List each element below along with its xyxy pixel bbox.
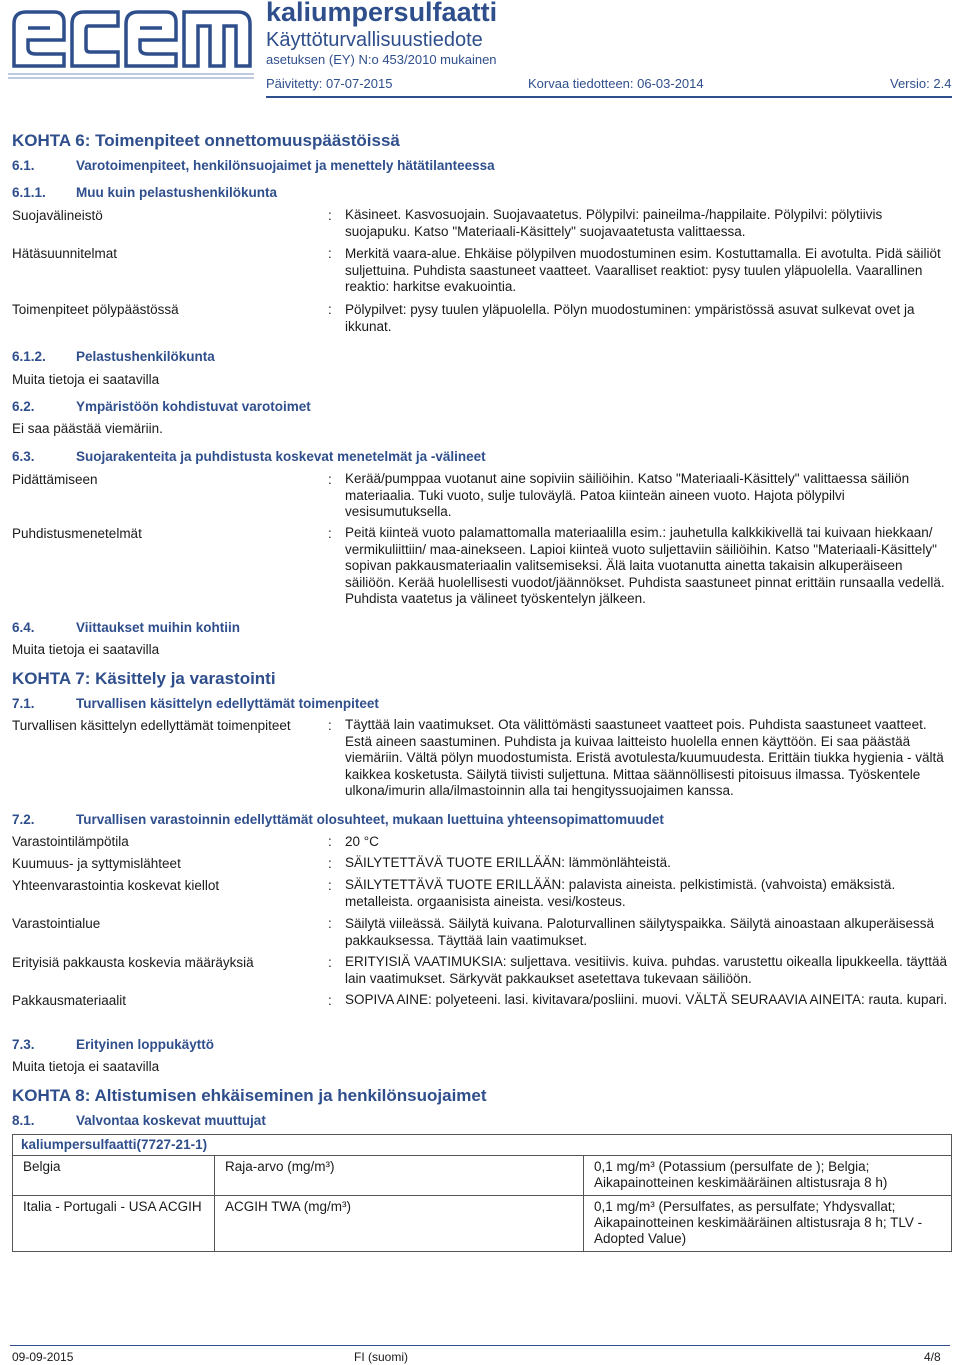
heading-text: Valvontaa koskevat muuttujat — [76, 1113, 266, 1128]
row-value: Peitä kiinteä vuoto palamattomalla materiaalilla esim.: jauhetulla kalkkikivellä tai kuivaan hiekkaan/ vermikuliittiin/ maa-ainekseen. Lapioi kiinteä vuoto suljettaviin säiliöihin. Katso "Materiaali-Käsittely" sopivan pakkausmateriaalin valitsemiseksi. Älä laita vuotanutta ainetta takaisin alkuperäiseen säiliöön. Kerää huolellisesti vuodot/jäännökset. Puhdista saastuneet pinnat erittäin runsaalla vedellä. Puhdista vaatetus ja välineet työskentelyn jälkeen. — [345, 525, 945, 606]
row-label: Varastointialue — [12, 916, 101, 931]
footer-date: 09-09-2015 — [12, 1350, 74, 1364]
section-text: Muita tietoja ei saatavilla — [12, 372, 160, 387]
row-value: Kerää/pumppaa vuotanut aine sopiviin säiliöihin. Katso "Materiaali-Käsittely" valittaessa säiliön materiaalia. Tuki vuoto, sulje tuloväylä. Patoa kiinteän aineen vuoto. Hajota pölypilvi vesisumutuksella. — [345, 471, 910, 519]
colon: : — [328, 878, 332, 893]
heading-7-2 — [12, 812, 664, 828]
row-label: Kuumuus- ja syttymislähteet — [12, 856, 181, 871]
section-8-title: KOHTA 8: Altistumisen ehkäiseminen ja henkilönsuojaimet — [12, 1086, 487, 1105]
country-cell: Belgia — [13, 1156, 215, 1196]
footer-language: FI (suomi) — [354, 1350, 408, 1364]
row-value: SÄILYTETTÄVÄ TUOTE ERILLÄÄN: lämmönlähteistä. — [345, 855, 671, 870]
table-header-row — [13, 1135, 952, 1156]
row-value: Pölypilvet: pysy tuulen yläpuolella. Pölyn muodostuminen: ympäristössä asuvat sulkevat ovet ja ikkunat. — [345, 302, 915, 334]
ecem-logo — [6, 4, 256, 84]
heading-6-1-2 — [12, 349, 215, 365]
heading-text: Turvallisen käsittelyn edellyttämät toimenpiteet — [76, 696, 379, 711]
heading-text: Viittaukset muihin kohtiin — [76, 620, 241, 635]
row-label: Erityisiä pakkausta koskevia määräyksiä — [12, 955, 254, 970]
heading-text: Ympäristöön kohdistuvat varotoimet — [76, 399, 311, 414]
heading-text: Turvallisen varastoinnin edellyttämät olosuhteet, mukaan luettuina yhteensopimattomuudet — [76, 812, 664, 827]
heading-number: 8.1. — [12, 1113, 35, 1128]
table-row — [13, 1196, 952, 1252]
heading-6-3 — [12, 449, 486, 465]
heading-number: 6.1.2. — [12, 349, 46, 364]
row-value: ERITYISIÄ VAATIMUKSIA: suljettava. vesitiivis. kuiva. puhdas. varustettu oikealla lipukkeella. täyttää lain vaatimukset. Särkyvät pakkaukset asetettava tukevaan säiliöön. — [345, 954, 948, 986]
heading-text: Pelastushenkilökunta — [76, 349, 215, 364]
colon: : — [328, 718, 332, 733]
section-text: Muita tietoja ei saatavilla — [12, 642, 160, 657]
row-label: Varastointilämpötila — [12, 834, 129, 849]
updated-date: Päivitetty: 07-07-2015 — [266, 76, 393, 91]
replaces-date: Korvaa tiedotteen: 06-03-2014 — [528, 76, 704, 91]
row-label: Pakkausmateriaalit — [12, 993, 127, 1008]
header-divider — [266, 96, 952, 98]
colon: : — [328, 472, 332, 487]
section-text: Muita tietoja ei saatavilla — [12, 1059, 160, 1074]
version-label: Versio: 2.4 — [890, 76, 952, 91]
heading-number: 7.1. — [12, 696, 35, 711]
heading-text: Suojarakenteita ja puhdistusta koskevat menetelmät ja -välineet — [76, 449, 486, 464]
row-label: Puhdistusmenetelmät — [12, 526, 142, 541]
heading-number: 7.2. — [12, 812, 35, 827]
colon: : — [328, 856, 332, 871]
section-text: Ei saa päästää viemäriin. — [12, 421, 163, 436]
heading-number: 6.3. — [12, 449, 35, 464]
row-value: Säilytä viileässä. Säilytä kuivana. Paloturvallinen säilytyspaikka. Säilytä ainoastaan alkuperäisessä pakkauksessa. Täyttää lain vaatimukset. — [345, 916, 935, 948]
heading-number: 6.2. — [12, 399, 35, 414]
document-subtitle: Käyttöturvallisuustiedote — [266, 29, 483, 51]
colon: : — [328, 993, 332, 1008]
row-label: Yhteenvarastointia koskevat kiellot — [12, 878, 220, 893]
heading-number: 7.3. — [12, 1037, 35, 1052]
row-label: Turvallisen käsittelyn edellyttämät toimenpiteet — [12, 718, 291, 733]
row-label: Pidättämiseen — [12, 472, 98, 487]
heading-number: 6.1. — [12, 158, 35, 173]
heading-6-4 — [12, 620, 240, 636]
colon: : — [328, 916, 332, 931]
regulation-text: asetuksen (EY) N:o 453/2010 mukainen — [266, 52, 497, 67]
colon: : — [328, 246, 332, 261]
row-value: Merkitä vaara-alue. Ehkäise pölypilven muodostuminen esim. Kostuttamalla. Ei avotulta. Pidä säiliöt suljettuina. Puhdista saastuneet vaatteet. Vaaralliset reaktiot: pysy tuulen yläpuolella. Vaarallinen reaktio: harkitse evakuointia. — [345, 246, 941, 294]
heading-number: 6.1.1. — [12, 185, 46, 200]
heading-8-1 — [12, 1113, 266, 1129]
heading-text: Muu kuin pelastushenkilökunta — [76, 185, 278, 200]
heading-6-1 — [12, 158, 495, 174]
colon: : — [328, 834, 332, 849]
product-title: kaliumpersulfaatti — [266, 0, 498, 27]
section-6-title: KOHTA 6: Toimenpiteet onnettomuuspäästöissä — [12, 131, 400, 150]
country-cell: Italia - Portugali - USA ACGIH — [13, 1196, 215, 1252]
exposure-limits-table — [12, 1134, 952, 1252]
colon: : — [328, 955, 332, 970]
limit-type-cell: ACGIH TWA (mg/m³) — [215, 1196, 584, 1252]
heading-number: 6.4. — [12, 620, 35, 635]
heading-6-1-1 — [12, 185, 277, 201]
row-label: Toimenpiteet pölypäästössä — [12, 302, 179, 317]
row-value: SÄILYTETTÄVÄ TUOTE ERILLÄÄN: palavista aineista. pelkistimistä. (vahvoista) emäksistä. metalleista. orgaanisista aineista. vesi/kosteus. — [345, 877, 896, 909]
limit-value-cell: 0,1 mg/m³ (Persulfates, as persulfate; Yhdysvallat; Aikapainotteinen keskimääräinen altistusraja 8 h; TLV - Adopted Value) — [584, 1196, 952, 1252]
substance-header: kaliumpersulfaatti(7727-21-1) — [13, 1135, 952, 1156]
heading-text: Erityinen loppukäyttö — [76, 1037, 215, 1052]
limit-value-cell: 0,1 mg/m³ (Potassium (persulfate de ); Belgia; Aikapainotteinen keskimääräinen altistusraja 8 h) — [584, 1156, 952, 1196]
section-7-title: KOHTA 7: Käsittely ja varastointi — [12, 669, 276, 688]
colon: : — [328, 526, 332, 541]
row-value: Täyttää lain vaatimukset. Ota välittömästi saastuneet vaatteet pois. Puhdista saastuneet vaatteet. Estä aineen saastuminen. Puhdista ja kuivaa laitteisto huolella ennen käyttöön. Ei saa päästää viemäriin. Vältä pölyn muodostumista. Eristä avotulesta/kuumuudesta. Erittäin tiukka hygienia - vältä kaikkea kosketusta. Säilytä tiivisti suljettuna. Mittaa säännöllisesti pitoisuus ilmassa. Työskentele ulkona/imurin alla/ilmastoinnin alla tai hengityssuojaimen kanssa. — [345, 717, 944, 798]
row-value: Käsineet. Kasvosuojain. Suojavaatetus. Pölypilvi: paineilma-/happilaite. Pölypilvi: pölytiivis suojapuku. Katso "Materiaali-Käsittely" suojavaatetusta valittaessa. — [345, 207, 883, 239]
row-label: Hätäsuunnitelmat — [12, 246, 118, 261]
row-value: SOPIVA AINE: polyeteeni. lasi. kivitavara/posliini. muovi. VÄLTÄ SEURAAVIA AINEITA: rauta. kupari. — [345, 992, 948, 1007]
row-label: Suojavälineistö — [12, 208, 103, 223]
heading-text: Varotoimenpiteet, henkilönsuojaimet ja menettely hätätilanteessa — [76, 158, 495, 173]
footer-page: 4/8 — [924, 1350, 941, 1364]
colon: : — [328, 302, 332, 317]
colon: : — [328, 208, 332, 223]
heading-6-2 — [12, 399, 311, 415]
limit-type-cell: Raja-arvo (mg/m³) — [215, 1156, 584, 1196]
heading-7-1 — [12, 696, 379, 712]
row-value: 20 °C — [345, 834, 379, 849]
footer-divider — [10, 1345, 950, 1346]
heading-7-3 — [12, 1037, 214, 1053]
table-row — [13, 1156, 952, 1196]
